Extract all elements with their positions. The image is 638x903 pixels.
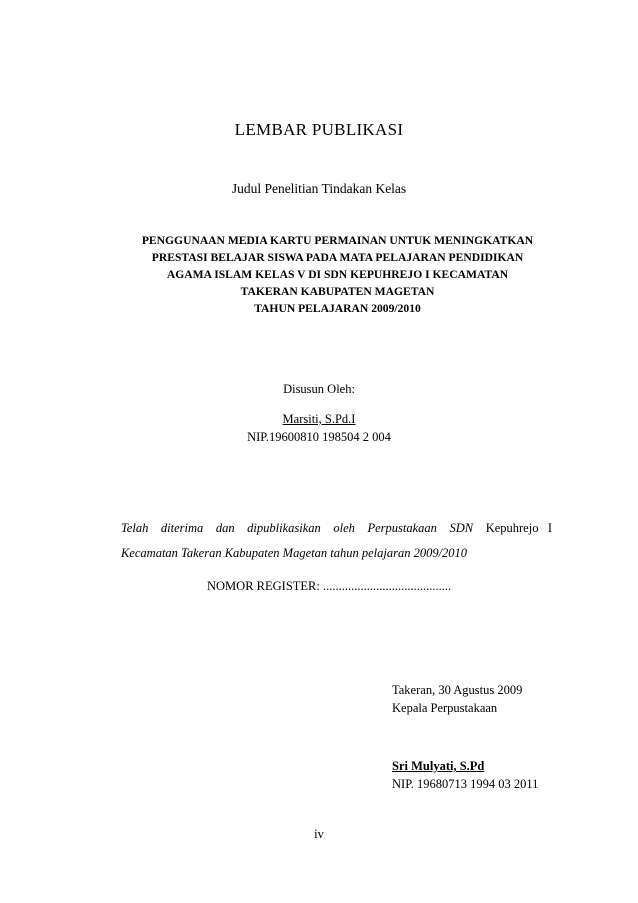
research-title-line: PRESTASI BELAJAR SISWA PADA MATA PELAJARAN PENDIDIKAN bbox=[151, 251, 524, 264]
author-nip: NIP.19600810 198504 2 004 bbox=[247, 430, 391, 444]
signature-role: Kepala Perpustakaan bbox=[392, 701, 498, 715]
statement-word: Telah bbox=[121, 521, 149, 535]
author-label: Disusun Oleh: bbox=[283, 382, 355, 396]
research-title-line: TAKERAN KABUPATEN MAGETAN bbox=[240, 285, 435, 298]
statement-word: oleh bbox=[333, 521, 355, 535]
research-title bbox=[110, 232, 565, 317]
statement-line-2: Kecamatan Takeran Kabupaten Magetan tahun pelajaran 2009/2010 bbox=[121, 546, 468, 560]
statement-word: diterima bbox=[160, 521, 204, 535]
statement-word: SDN bbox=[449, 521, 474, 535]
statement-line-1 bbox=[121, 516, 552, 541]
signature-place-date: Takeran, 30 Agustus 2009 bbox=[392, 683, 523, 697]
page-title: LEMBAR PUBLIKASI bbox=[234, 120, 404, 139]
publication-statement bbox=[121, 516, 552, 566]
page-subtitle: Judul Penelitian Tindakan Kelas bbox=[231, 181, 407, 196]
research-title-line: PENGGUNAAN MEDIA KARTU PERMAINAN UNTUK MENINGKATKAN bbox=[141, 234, 534, 247]
signature-nip: NIP. 19680713 1994 03 2011 bbox=[392, 777, 539, 791]
research-title-line: TAHUN PELAJARAN 2009/2010 bbox=[254, 302, 421, 315]
statement-word: dan bbox=[215, 521, 235, 535]
statement-word: Perpustakaan bbox=[367, 521, 437, 535]
statement-word: dipublikasikan bbox=[247, 521, 321, 535]
register-number: NOMOR REGISTER: ......................................... bbox=[207, 579, 452, 593]
signature-name: Sri Mulyati, S.Pd bbox=[392, 759, 485, 773]
page-number: iv bbox=[314, 827, 324, 841]
research-title-line: AGAMA ISLAM KELAS V DI SDN KEPUHREJO I KECAMATAN bbox=[166, 268, 509, 281]
author-name: Marsiti, S.Pd.I bbox=[282, 412, 356, 426]
statement-tail: Kepuhrejo I bbox=[485, 521, 552, 535]
